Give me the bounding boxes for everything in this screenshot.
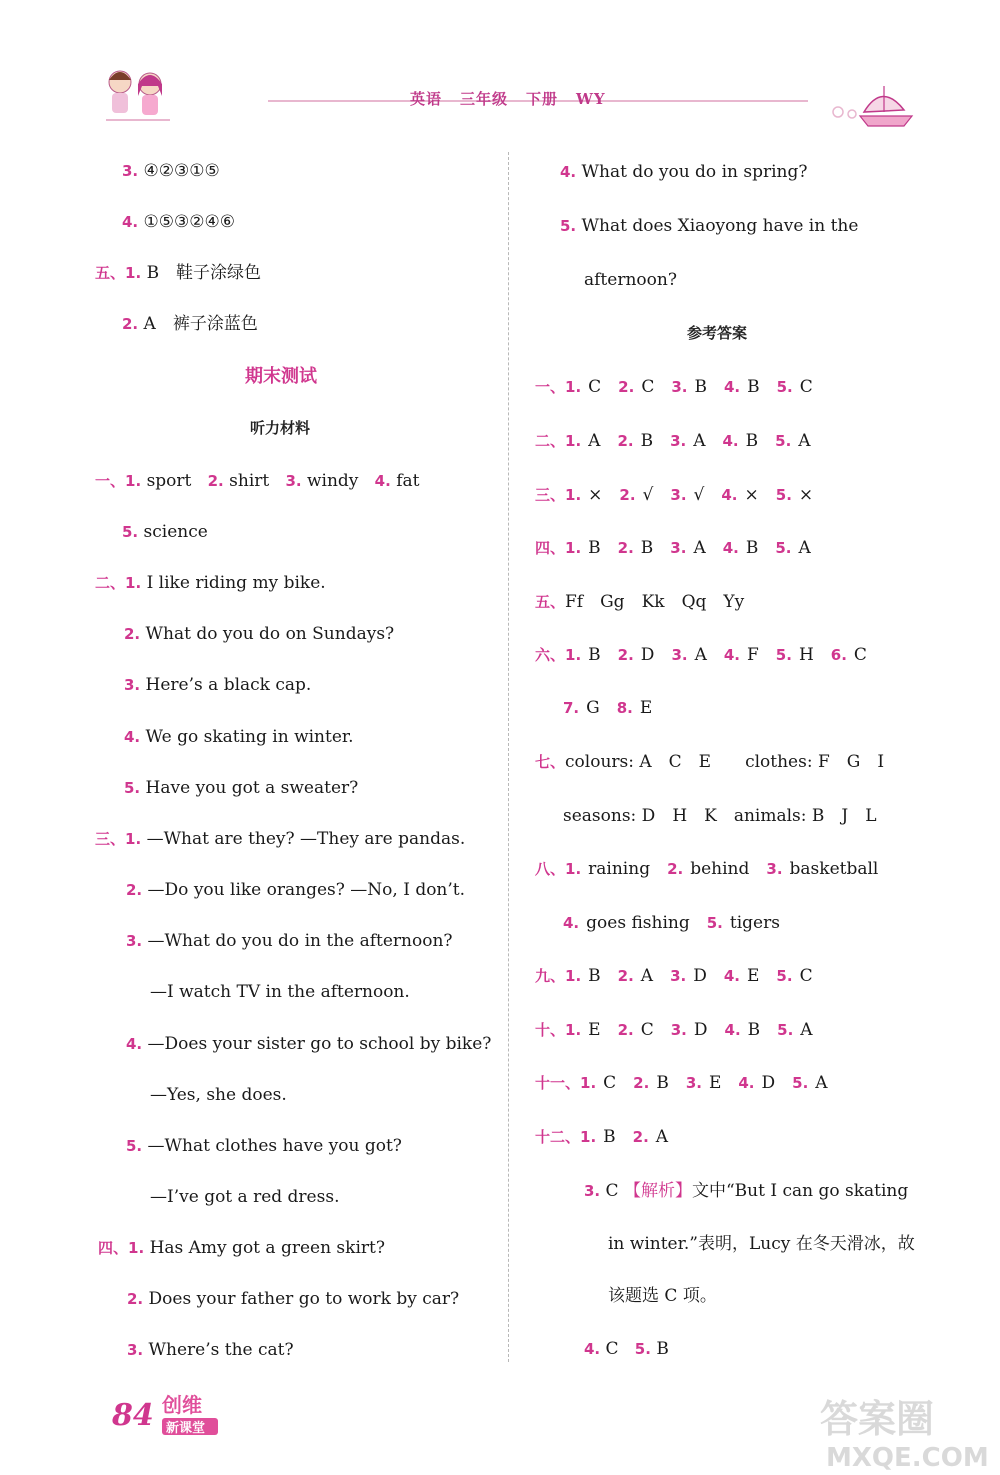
answer-item-number: 5. [792, 1074, 809, 1092]
answer-item-number: 5. [775, 539, 792, 557]
prev-section-five-1: 五、1. B 鞋子涂绿色 [95, 263, 262, 283]
listening-s4-5-cont: afternoon? [584, 270, 677, 290]
answer-section-label: 九、 [535, 967, 566, 985]
page-header-title [410, 88, 624, 109]
listening-material-title: 听力材料 [250, 419, 311, 437]
listening-s3-2: 2. —Do you like oranges? —No, I don’t. [126, 880, 466, 900]
answer-item-value: D [761, 1073, 776, 1093]
prev-answer-4: 4. ①⑤③②④⑥ [122, 212, 235, 232]
header-grade: 三年级 [460, 90, 509, 108]
answer-item-number: 2. [667, 860, 684, 878]
answer-item-value: B [745, 538, 759, 558]
answer-row [535, 1020, 830, 1040]
listening-s3-1: 三、1. —What are they? —They are pandas. [95, 829, 466, 849]
prev-section-five-2: 2. A 裤子涂蓝色 [122, 314, 258, 334]
listening-s2-2: 2. What do you do on Sundays? [124, 624, 395, 644]
answer-item-number: 2. [617, 539, 634, 557]
analysis-line-3: 该题选 C 项。 [608, 1286, 717, 1306]
answer-item-number: 4. [723, 967, 740, 985]
answer-item-number: 1. [565, 539, 582, 557]
watermark-bottom: MXQE.COM [826, 1443, 989, 1472]
answer-item-number: 2. [617, 432, 634, 450]
answer-item-value: goes fishing [586, 913, 690, 933]
listening-s2-4: 4. We go skating in winter. [124, 727, 354, 747]
answer-item-value: D [693, 966, 707, 986]
answer-item-number: 3. [670, 539, 687, 557]
answer-item-number: 4. [563, 914, 580, 932]
answer-item-number: 3. [671, 646, 688, 664]
answer-item-number: 5. [706, 914, 723, 932]
analysis-tag: 【解析】 [623, 1181, 692, 1201]
answer-item-value: × [588, 485, 603, 505]
answer-item-value: C [640, 1020, 654, 1040]
answer-section-label: 一、 [535, 378, 566, 396]
answer-item-value: A [655, 1127, 669, 1147]
answer-row [535, 1127, 685, 1147]
analysis-line-2: in winter.”表明，Lucy 在冬天滑冰，故 [608, 1234, 915, 1254]
answer-item-value: C [799, 377, 813, 397]
answer-item-number: 1. [580, 1074, 597, 1092]
answer-item-value: A [693, 538, 706, 558]
listening-s4-1: 四、1. Has Amy got a green skirt? [98, 1238, 385, 1258]
answer-item-value: A [640, 966, 654, 986]
answer-item-value: G [586, 698, 600, 718]
answer-section-label: 二、 [535, 432, 566, 450]
answer-item-value: basketball [789, 859, 879, 879]
answer-item-number: 4. [722, 432, 739, 450]
answer-item-number: 2. [617, 646, 634, 664]
listening-s2-1: 二、1. I like riding my bike. [95, 573, 326, 593]
answer-item-number: 1. [565, 432, 582, 450]
answer-item-value: E [708, 1073, 722, 1093]
answer-item-number: 2. [618, 378, 635, 396]
answer-text: colours: A C E clothes: F G I [565, 752, 885, 772]
answer-item-number: 2. [617, 1021, 634, 1039]
answer-item-value: C [641, 377, 655, 397]
answer-row [535, 752, 884, 772]
answer-item-value: A [693, 431, 706, 451]
answer-item-value: × [798, 485, 814, 505]
answer-section-label: 三、 [535, 486, 566, 504]
answer-item-number: 1. [565, 860, 582, 878]
listening-s3-4: 4. —Does your sister go to school by bike? [126, 1034, 492, 1054]
answer-item-number: 4. [723, 378, 741, 396]
answer-item-number: 2. [619, 486, 636, 504]
listening-s1-row1: 一、1. sport 2. shirt 3. windy 4. fat [95, 471, 420, 491]
answer-item-number: 7. [563, 699, 580, 717]
answer-row [535, 966, 830, 986]
answer-row [535, 645, 884, 665]
answer-item-number: 4. [723, 646, 740, 664]
listening-s4-3: 3. Where’s the cat? [127, 1340, 294, 1360]
answer-item-number: 1. [565, 378, 582, 396]
answer-item-value: A [800, 1020, 813, 1040]
answer-item-number: 3. [670, 967, 687, 985]
answer-text: seasons: D H K animals: B J L [563, 806, 877, 826]
answer-item-value: × [744, 485, 759, 505]
listening-s3-5-reply: —I’ve got a red dress. [150, 1187, 340, 1207]
answer-item-number: 5. [775, 486, 792, 504]
listening-s1-row2: 5. science [122, 522, 208, 542]
answer-item-number: 5. [775, 432, 792, 450]
brand-top-text: 创维 [162, 1393, 202, 1417]
answer-item-number: 4. [738, 1074, 755, 1092]
answer-item-number: 1. [565, 646, 582, 664]
header-subject: 英语 [410, 90, 443, 108]
answer-row [535, 859, 895, 879]
answer-item-value: A [694, 645, 707, 665]
answer-item-value: B [747, 377, 760, 397]
answer-s12-last: 4. C 5. B [584, 1339, 669, 1359]
answer-item-value: E [588, 1020, 601, 1040]
answer-item-number: 3. [766, 860, 783, 878]
answer-row [535, 592, 744, 612]
answer-item-number: 4. [721, 486, 738, 504]
answer-item-number: 2. [617, 967, 634, 985]
answer-item-value: D [640, 645, 655, 665]
answer-item-value: √ [693, 485, 705, 505]
answer-item-number: 3. [671, 378, 688, 396]
answer-item-value: F [747, 645, 759, 665]
listening-s3-3: 3. —What do you do in the afternoon? [126, 931, 453, 951]
answer-item-value: B [745, 431, 759, 451]
answer-item-number: 2. [633, 1074, 650, 1092]
answer-item-value: E [639, 698, 653, 718]
answer-row [535, 485, 830, 505]
analysis-line-1: 3. C 【解析】文中“But I can go skating [584, 1181, 909, 1201]
brand-logo-icon [158, 1390, 226, 1438]
answer-item-value: D [693, 1020, 708, 1040]
header-volume: 下册 [526, 90, 559, 108]
answer-item-number: 3. [670, 1021, 687, 1039]
answer-item-number: 3. [670, 432, 687, 450]
answer-item-value: C [603, 1073, 617, 1093]
answer-item-value: B [588, 645, 601, 665]
answer-item-number: 1. [565, 486, 582, 504]
answer-item-value: behind [690, 859, 750, 879]
answer-item-number: 6. [830, 646, 847, 664]
answer-item-value: tigers [729, 913, 780, 933]
column-divider [508, 152, 509, 1362]
answer-item-value: E [747, 966, 760, 986]
watermark-top: 答案圈 [820, 1397, 935, 1441]
answer-row [535, 377, 830, 397]
listening-s3-4-reply: —Yes, she does. [150, 1085, 287, 1105]
answer-item-number: 2. [632, 1128, 649, 1146]
answer-item-number: 5. [776, 967, 793, 985]
answer-item-value: A [798, 431, 811, 451]
answer-item-number: 3. [685, 1074, 702, 1092]
paper-boat-illustration-icon [820, 72, 920, 132]
page-number: 84 [112, 1398, 154, 1433]
answer-item-number: 8. [616, 699, 633, 717]
listening-s3-5: 5. —What clothes have you got? [126, 1136, 402, 1156]
answer-text: Ff Gg Kk Qq Yy [565, 592, 745, 612]
answer-item-value: B [588, 538, 601, 558]
answer-row [535, 538, 828, 558]
watermark-logo-icon [812, 1392, 992, 1472]
answer-row [563, 806, 877, 826]
answer-item-value: B [640, 431, 654, 451]
answer-row [563, 913, 797, 933]
answer-item-number: 5. [775, 646, 792, 664]
answer-item-value: B [656, 1073, 669, 1093]
answer-item-value: A [588, 431, 601, 451]
answer-item-value: B [747, 1020, 761, 1040]
answer-section-label: 十一、 [535, 1074, 581, 1092]
final-test-title: 期末测试 [245, 366, 317, 387]
answer-item-number: 1. [565, 1021, 582, 1039]
prev-answer-3: 3. ④②③①⑤ [122, 161, 220, 181]
answer-row [535, 1073, 845, 1093]
listening-s2-3: 3. Here’s a black cap. [124, 675, 312, 695]
reference-answers-title: 参考答案 [687, 324, 748, 342]
answer-item-number: 1. [565, 967, 582, 985]
answer-section-label: 四、 [535, 539, 566, 557]
listening-s4-4: 4. What do you do in spring? [560, 162, 808, 182]
answer-item-value: B [588, 966, 601, 986]
answer-item-number: 1. [580, 1128, 597, 1146]
answer-item-number: 3. [670, 486, 687, 504]
answer-item-value: √ [642, 485, 654, 505]
kids-illustration-icon [92, 62, 182, 134]
answer-item-value: C [853, 645, 867, 665]
answer-item-value: B [694, 377, 707, 397]
answer-item-value: C [588, 377, 602, 397]
answer-item-value: A [798, 538, 811, 558]
answer-item-value: C [799, 966, 813, 986]
answer-item-number: 4. [722, 539, 739, 557]
answer-section-label: 十二、 [535, 1128, 581, 1146]
answer-section-label: 五、 [535, 593, 566, 611]
answer-item-value: A [815, 1073, 828, 1093]
brand-bottom-text: 新课堂 [166, 1421, 206, 1436]
listening-s4-2: 2. Does your father go to work by car? [127, 1289, 460, 1309]
answer-row [563, 698, 669, 718]
answer-item-value: raining [588, 859, 651, 879]
answer-item-value: H [798, 645, 814, 665]
answer-section-label: 七、 [535, 753, 566, 771]
answer-section-label: 八、 [535, 860, 566, 878]
answer-section-label: 十、 [535, 1021, 566, 1039]
listening-s4-5: 5. What does Xiaoyong have in the [560, 216, 859, 236]
answer-section-label: 六、 [535, 646, 566, 664]
answer-row [535, 431, 828, 451]
answer-item-value: B [640, 538, 654, 558]
header-edition: WY [576, 90, 606, 108]
listening-s3-3-reply: —I watch TV in the afternoon. [150, 982, 410, 1002]
answer-item-number: 4. [724, 1021, 741, 1039]
answer-item-number: 5. [776, 378, 793, 396]
answer-item-number: 5. [777, 1021, 794, 1039]
listening-s2-5: 5. Have you got a sweater? [124, 778, 359, 798]
answer-item-value: B [603, 1127, 616, 1147]
